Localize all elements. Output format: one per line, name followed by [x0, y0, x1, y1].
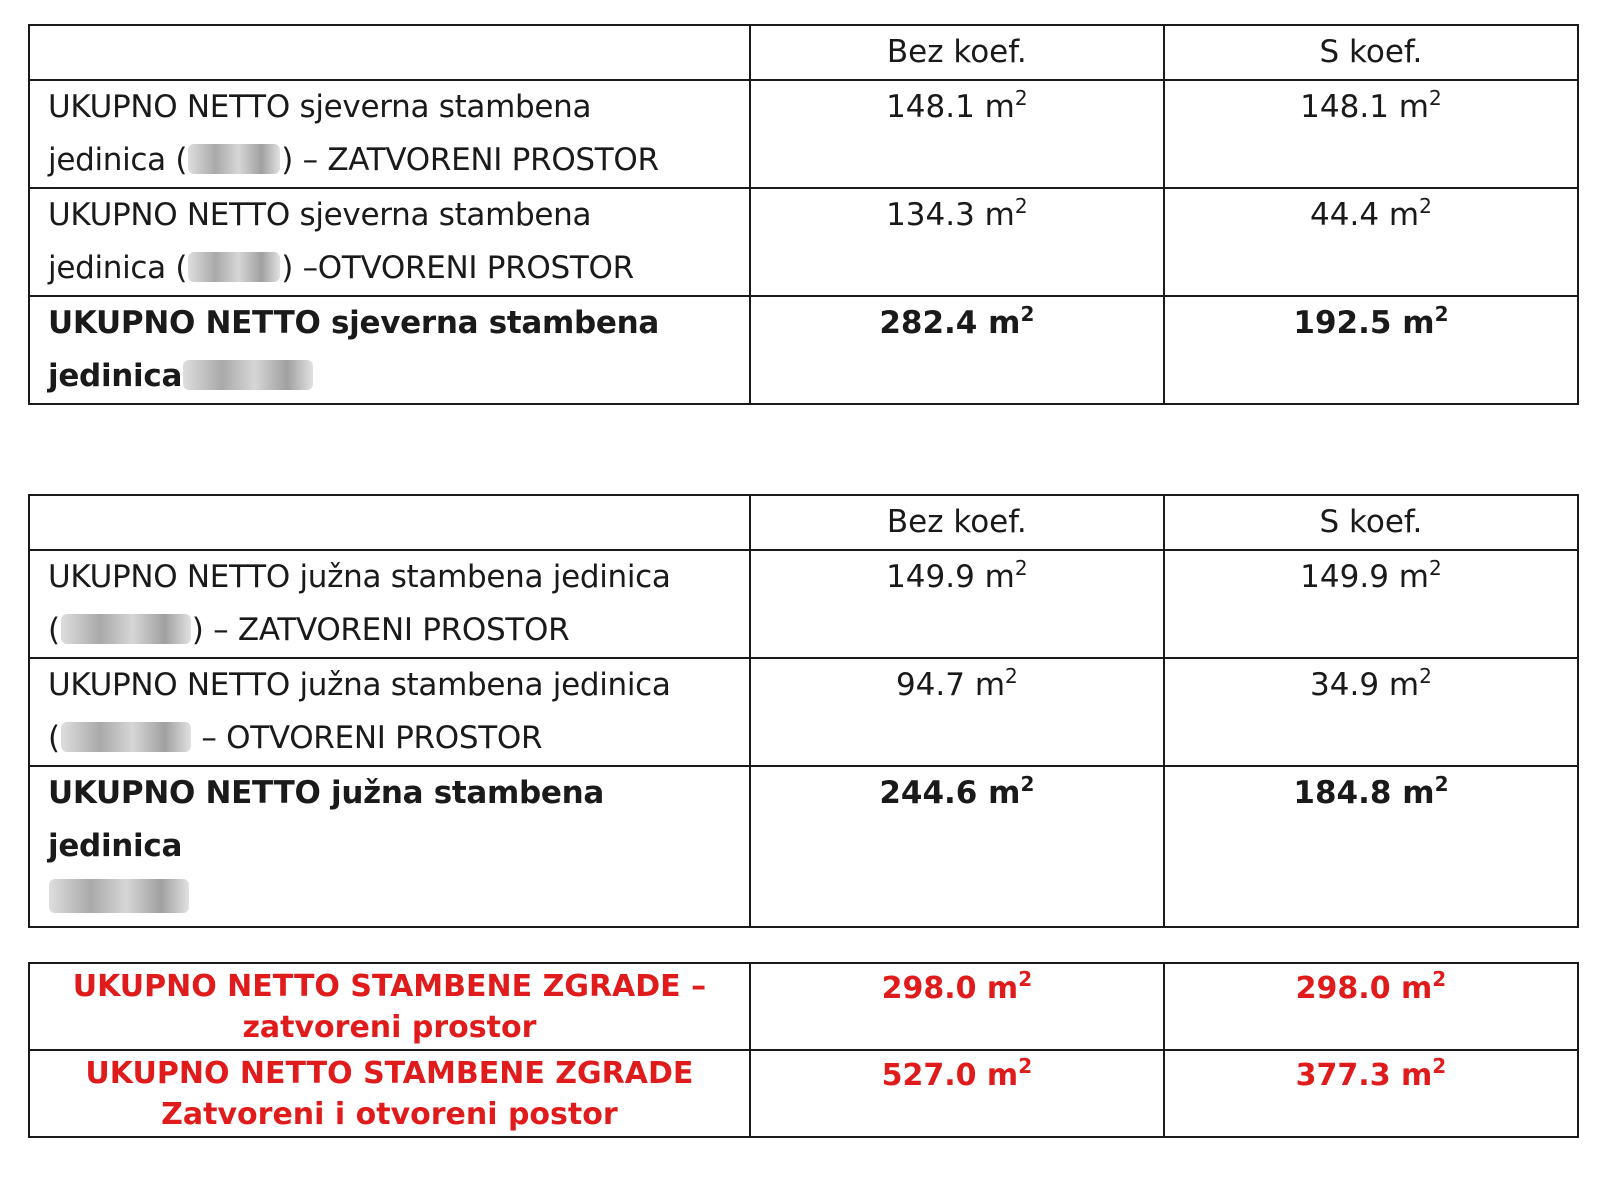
value-with-coefficient: 192.5 $m^2$ — [1164, 296, 1578, 404]
south-unit-table — [28, 494, 1579, 928]
row-label: UKUPNO NETTO južna stambena jedinica ( ) – ZATVORENI PROSTOR — [29, 550, 750, 658]
value-with-coefficient: 34.9 $m^2$ — [1164, 658, 1578, 766]
value-without-coefficient: 148.1 $m^2$ — [750, 80, 1164, 188]
table-row — [29, 80, 1578, 188]
table-row — [29, 188, 1578, 296]
header-empty-cell — [29, 25, 750, 80]
row-label: UKUPNO NETTO južna stambena jedinica — [29, 766, 750, 927]
table-total-row — [29, 296, 1578, 404]
value-without-coefficient: 527.0 $m^2$ — [750, 1050, 1164, 1137]
header-with-coefficient: S koef. — [1164, 495, 1578, 550]
redacted-unit-code — [61, 614, 191, 644]
table-header-row — [29, 25, 1578, 80]
summary-label: UKUPNO NETTO STAMBENE ZGRADE Zatvoreni i otvoreni postor — [29, 1050, 750, 1137]
table-row — [29, 658, 1578, 766]
row-label: UKUPNO NETTO sjeverna stambena jedinica — [29, 296, 750, 404]
value-with-coefficient: 298.0 $m^2$ — [1164, 963, 1578, 1050]
redacted-unit-code — [183, 360, 313, 390]
value-without-coefficient: 134.3 $m^2$ — [750, 188, 1164, 296]
summary-label: UKUPNO NETTO STAMBENE ZGRADE – zatvoreni prostor — [29, 963, 750, 1050]
value-without-coefficient: 244.6 $m^2$ — [750, 766, 1164, 927]
redacted-unit-code — [61, 722, 191, 752]
header-with-coefficient: S koef. — [1164, 25, 1578, 80]
value-with-coefficient: 184.8 $m^2$ — [1164, 766, 1578, 927]
redacted-unit-code — [188, 144, 280, 174]
value-without-coefficient: 149.9 $m^2$ — [750, 550, 1164, 658]
building-summary-table — [28, 962, 1579, 1138]
north-unit-table — [28, 24, 1579, 405]
value-without-coefficient: 282.4 $m^2$ — [750, 296, 1164, 404]
value-without-coefficient: 94.7 $m^2$ — [750, 658, 1164, 766]
row-label: UKUPNO NETTO južna stambena jedinica ( – OTVORENI PROSTOR — [29, 658, 750, 766]
header-without-coefficient: Bez koef. — [750, 25, 1164, 80]
row-label: UKUPNO NETTO sjeverna stambena jedinica ( ) – ZATVORENI PROSTOR — [29, 80, 750, 188]
table-row — [29, 550, 1578, 658]
table-total-row — [29, 766, 1578, 927]
value-with-coefficient: 377.3 $m^2$ — [1164, 1050, 1578, 1137]
redacted-unit-code — [49, 879, 189, 913]
value-with-coefficient: 44.4 $m^2$ — [1164, 188, 1578, 296]
summary-row — [29, 963, 1578, 1050]
header-empty-cell — [29, 495, 750, 550]
header-without-coefficient: Bez koef. — [750, 495, 1164, 550]
value-with-coefficient: 149.9 $m^2$ — [1164, 550, 1578, 658]
table-header-row — [29, 495, 1578, 550]
redacted-unit-code — [188, 252, 280, 282]
value-without-coefficient: 298.0 $m^2$ — [750, 963, 1164, 1050]
row-label: UKUPNO NETTO sjeverna stambena jedinica ( ) –OTVORENI PROSTOR — [29, 188, 750, 296]
summary-row — [29, 1050, 1578, 1137]
value-with-coefficient: 148.1 $m^2$ — [1164, 80, 1578, 188]
